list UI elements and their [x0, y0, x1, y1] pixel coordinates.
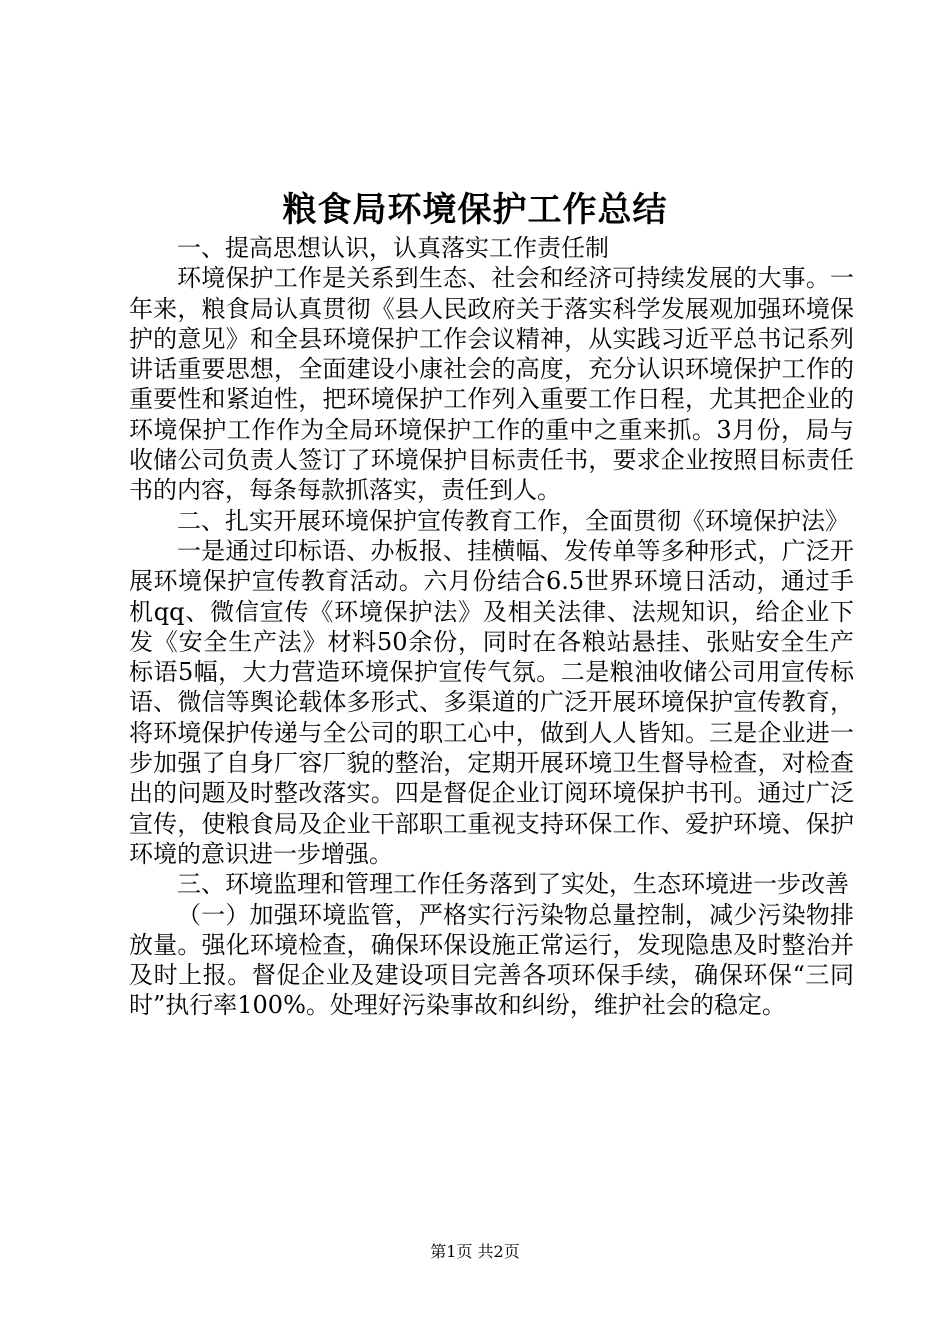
document-title: 粮食局环境保护工作总结	[282, 190, 668, 230]
body-paragraph-2: 一是通过印标语、办板报、挂横幅、发传单等多种形式，广泛开展环境保护宣传教育活动。六月份结合6.5世界环境日活动，通过手机qq、微信宣传《环境保护法》及相关法律、法规知识，给企业下发《安全生产法》材料50余份，同时在各粮站悬挂、张贴安全生产标语5幅，大力营造环境保护宣传气氛。二是粮油收储公司用宣传标语、微信等舆论载体多形式、多渠道的广泛开展环境保护宣传教育，将环境保护传递与全公司的职工心中，做到人人皆知。三是企业进一步加强了自身厂容厂貌的整治，定期开展环境卫生督导检查，对检查出的问题及时整改落实。四是督促企业订阅环境保护书刊。通过广泛宣传，使粮食局及企业干部职工重视支持环保工作、爱护环境、保护环境的意识进一步增强。	[129, 536, 854, 868]
document-body	[129, 233, 854, 1021]
page-footer: 第1页 共2页	[430, 1242, 520, 1261]
body-paragraph-1: 环境保护工作是关系到生态、社会和经济可持续发展的大事。一年来，粮食局认真贯彻《县人民政府关于落实科学发展观加强环境保护的意见》和全县环境保护工作会议精神，从实践习近平总书记系列讲话重要思想，全面建设小康社会的高度，充分认识环境保护工作的重要性和紧迫性，把环境保护工作列入重要工作日程，尤其把企业的环境保护工作作为全局环境保护工作的重中之重来抓。3月份，局与收储公司负责人签订了环境保护目标责任书，要求企业按照目标责任书的内容，每条每款抓落实，责任到人。	[129, 264, 854, 505]
body-paragraph-3: （一）加强环境监管，严格实行污染物总量控制，减少污染物排放量。强化环境检查，确保环保设施正常运行，发现隐患及时整治并及时上报。督促企业及建设项目完善各项环保手续，确保环保“三同时”执行率100%。处理好污染事故和纠纷，维护社会的稳定。	[129, 900, 854, 1020]
section-heading-2: 二、扎实开展环境保护宣传教育工作，全面贯彻《环境保护法》	[177, 506, 849, 535]
section-heading-3: 三、环境监理和管理工作任务落到了实处，生态环境进一步改善	[177, 870, 849, 899]
section-heading-1: 一、提高思想认识，认真落实工作责任制	[177, 234, 609, 262]
